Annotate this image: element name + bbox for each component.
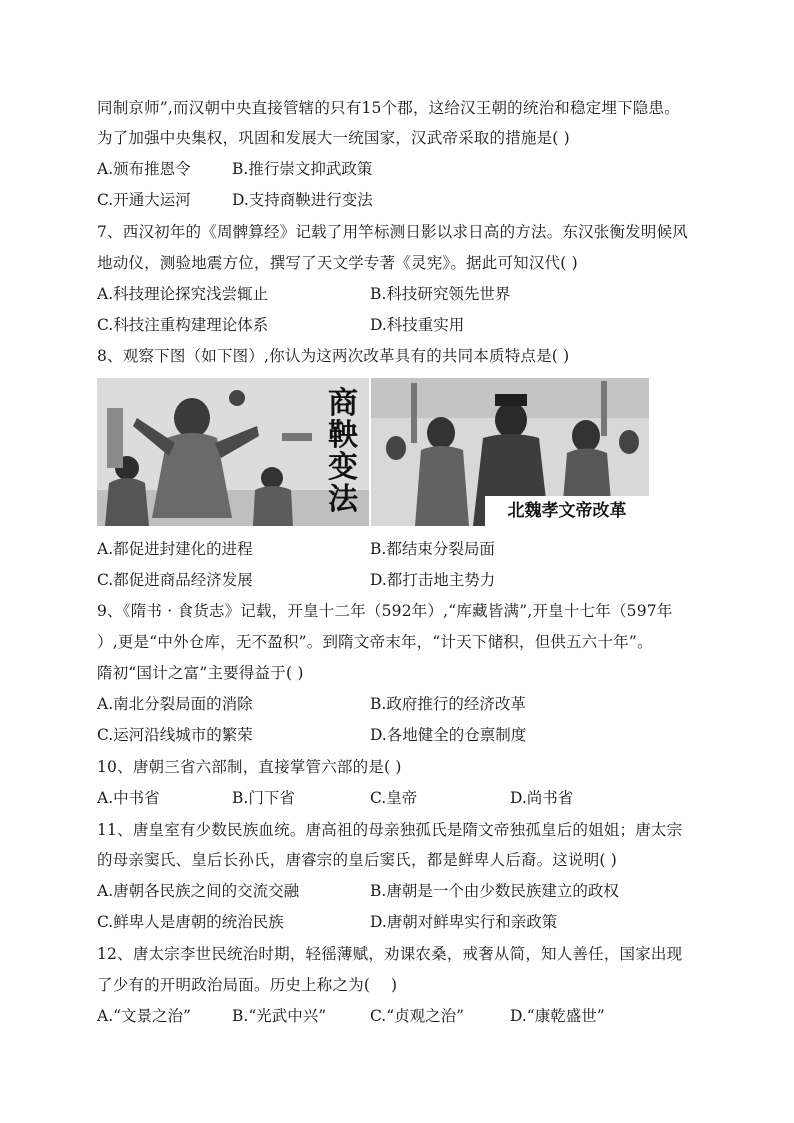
q6-stem-line-2: 为了加强中央集权，巩固和发展大一统国家，汉武帝采取的措施是( ) (97, 129, 570, 147)
q10-option-c: C.皇帝 (370, 789, 418, 807)
q9-option-d: D.各地健全的仓禀制度 (370, 726, 527, 744)
q10-option-d: D.尚书省 (510, 789, 574, 807)
q8-option-b: B.都结束分裂局面 (370, 540, 495, 558)
q8-stem: 8、观察下图（如下图）,你认为这两次改革具有的共同本质特点是( ) (97, 347, 570, 365)
q8-option-c: C.都促进商品经济发展 (97, 571, 253, 589)
q9-option-a: A.南北分裂局面的消除 (97, 695, 253, 713)
q11-option-c: C.鲜卑人是唐朝的统治民族 (97, 913, 284, 931)
q12-stem-line-1: 12、唐太宗李世民统治时期，轻徭薄赋，劝课农桑，戒奢从简，知人善任，国家出现 (97, 945, 683, 963)
q12-stem-line-2: 了少有的开明政治局面。历史上称之为( ) (97, 976, 398, 994)
q12-option-b: B.“光武中兴” (232, 1007, 327, 1025)
q12-option-a: A.“文景之治” (97, 1007, 191, 1025)
q12-option-c: C.“贞观之治” (370, 1007, 465, 1025)
q7-stem-line-1: 7、西汉初年的《周髀算经》记载了用竿标测日影以求日高的方法。东汉张衡发明候风 (97, 223, 688, 241)
q12-option-d: D.“康乾盛世” (510, 1007, 605, 1025)
q9-stem-line-2: ）,更是“中外仓库，无不盈积”。到隋文帝末年，“计天下储积，但供五六十年”。 (97, 633, 653, 651)
q6-option-d: D.支持商鞅进行变法 (232, 191, 373, 209)
shang-yang-reform-image (97, 378, 369, 526)
xiaowen-reform-image (371, 378, 649, 526)
q10-stem: 10、唐朝三省六部制，直接掌管六部的是( ) (97, 758, 402, 776)
q11-option-a: A.唐朝各民族之间的交流交融 (97, 882, 300, 900)
q6-option-a: A.颁布推恩令 (97, 160, 191, 178)
q10-option-b: B.门下省 (232, 789, 295, 807)
q9-stem-line-1: 9、《隋书 · 食货志》记载，开皇十二年（592年）,“库藏皆满”,开皇十七年（597年 (97, 602, 673, 620)
shang-yang-caption: 商鞅变法 (328, 386, 358, 517)
q9-option-b: B.政府推行的经济改革 (370, 695, 526, 713)
q11-stem-line-1: 11、唐皇室有少数民族血统。唐高祖的母亲独孤氏是隋文帝独孤皇后的姐姐；唐太宗 (97, 821, 683, 839)
q7-stem-line-2: 地动仪，测验地震方位，撰写了天文学专著《灵宪》。据此可知汉代( ) (97, 254, 578, 272)
q7-option-c: C.科技注重构建理论体系 (97, 316, 269, 334)
xiaowen-caption: 北魏孝文帝改革 (485, 496, 649, 526)
q8-option-a: A.都促进封建化的进程 (97, 540, 253, 558)
q10-option-a: A.中书省 (97, 789, 160, 807)
q9-stem-line-3: 隋初“国计之富”主要得益于( ) (97, 664, 304, 682)
q11-stem-line-2: 的母亲窦氏、皇后长孙氏，唐睿宗的皇后窦氏，都是鲜卑人后裔。这说明( ) (97, 851, 618, 869)
q11-option-b: B.唐朝是一个由少数民族建立的政权 (370, 882, 619, 900)
q6-stem-line-1: 同制京师”,而汉朝中央直接管辖的只有15个郡，这给汉王朝的统治和稳定埋下隐患。 (97, 99, 680, 117)
q6-option-c: C.开通大运河 (97, 191, 191, 209)
q8-option-d: D.都打击地主势力 (370, 571, 496, 589)
q9-option-c: C.运河沿线城市的繁荣 (97, 726, 253, 744)
q11-option-d: D.唐朝对鲜卑实行和亲政策 (370, 913, 558, 931)
q6-option-b: B.推行崇文抑武政策 (232, 160, 373, 178)
q7-option-a: A.科技理论探究浅尝辄止 (97, 285, 269, 303)
q7-option-b: B.科技研究领先世界 (370, 285, 511, 303)
q8-images (97, 378, 649, 526)
q7-option-d: D.科技重实用 (370, 316, 465, 334)
